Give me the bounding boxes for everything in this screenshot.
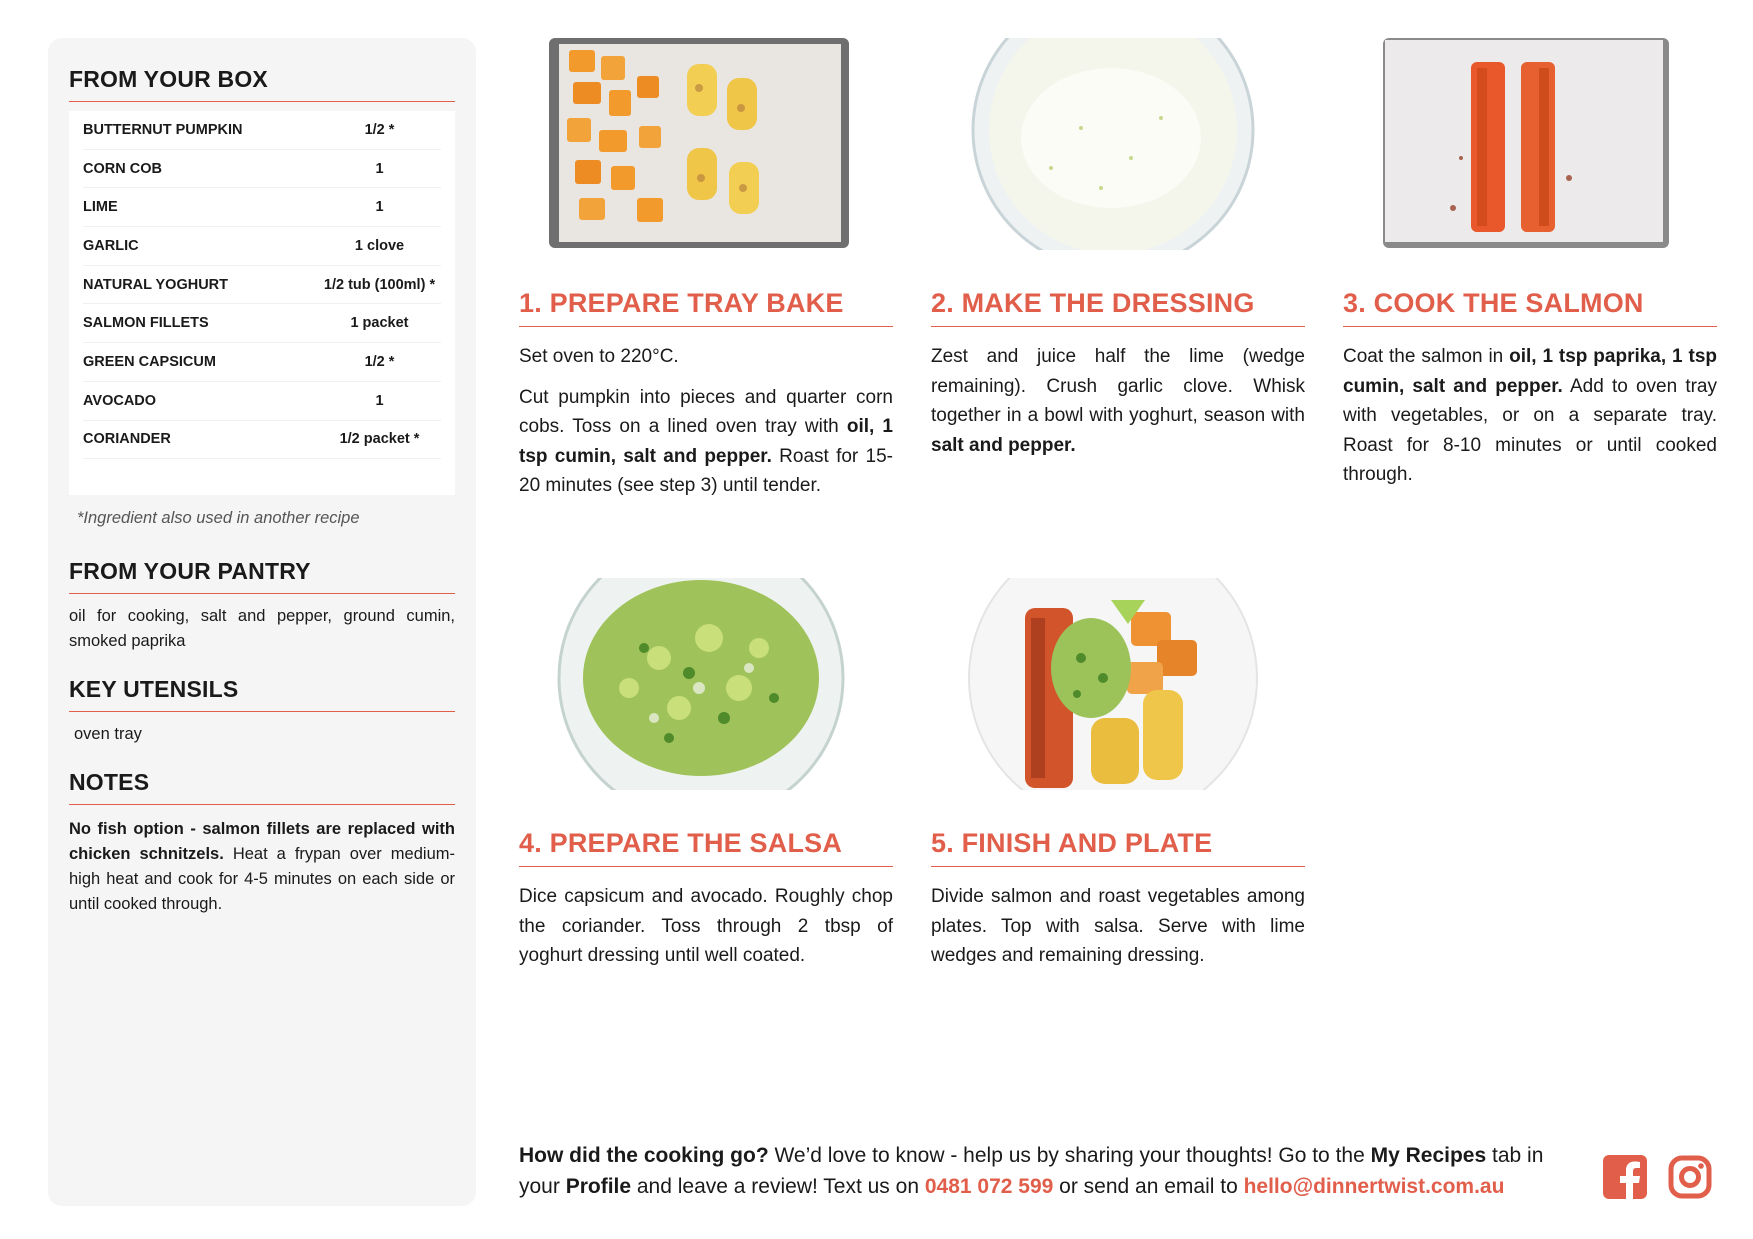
dressing-photo [931, 38, 1305, 250]
footer-text: or send an email to [1053, 1175, 1244, 1198]
step-5-text: Divide salmon and roast vegetables among plates. Top with salsa. Serve with lime wedges and remaining dressing. [931, 886, 1305, 966]
ingredient-list [69, 111, 455, 495]
notes-bold-text: No fish option - salmon fillets are replaced with chicken schnitzels. [69, 820, 455, 864]
ingredient-qty: 1/2 packet * [339, 431, 420, 448]
step-2-text-part: Zest and juice half the lime (wedge remaining). Crush garlic clove. Whisk together in a bowl with yoghurt, season with [931, 346, 1305, 426]
pantry-text: oil for cooking, salt and pepper, ground cumin, smoked paprika [69, 607, 455, 651]
salsa-photo [519, 578, 893, 790]
ingredient-row [83, 421, 441, 460]
notes-section [69, 769, 455, 917]
ingredient-name: LIME [83, 199, 118, 216]
step-1-bold-text: oil, 1 tsp cumin, salt and pepper. [519, 416, 894, 467]
utensils-section [69, 676, 455, 747]
step-2-text [931, 342, 1305, 460]
ingredient-row [83, 343, 441, 382]
finished-plate-photo [931, 578, 1305, 790]
ingredient-row [83, 382, 441, 421]
utensils-text: oven tray [74, 725, 142, 744]
step-1 [519, 38, 893, 501]
salmon-tray-photo [1343, 38, 1717, 250]
ingredient-qty: 1/2 tub (100ml) * [323, 276, 436, 293]
ingredient-row [83, 188, 441, 227]
from-your-box-heading: FROM YOUR BOX [69, 66, 455, 102]
step-3-text-part: Add to oven tray with vegetables, or on a separate tray. Roast for 8-10 minutes or until cooked through. [1343, 375, 1717, 485]
from-your-pantry-heading: FROM YOUR PANTRY [69, 558, 455, 594]
step-3 [1343, 38, 1717, 490]
step-5 [931, 578, 1305, 971]
footer-phone-link[interactable]: 0481 072 599 [924, 1175, 1054, 1198]
key-utensils-heading: KEY UTENSILS [69, 676, 455, 712]
footer-email-link[interactable]: hello@dinnertwist.com.au [1243, 1175, 1505, 1198]
ingredient-name: NATURAL YOGHURT [83, 276, 228, 293]
tray-bake-photo [519, 38, 893, 250]
ingredient-qty: 1 packet [350, 315, 409, 332]
step-3-text [1343, 342, 1717, 490]
pantry-section [69, 558, 455, 654]
notes-body-text: Heat a frypan over medium-high heat and cook for 4-5 minutes on each side or until cooked through. [69, 845, 455, 914]
step-3-text-part: Coat the salmon in [1343, 346, 1510, 367]
ingredient-name: SALMON FILLETS [83, 315, 209, 332]
step-3-bold-text: oil, 1 tsp paprika, 1 tsp cumin, salt and pepper. [1343, 346, 1717, 397]
facebook-icon[interactable] [1603, 1155, 1647, 1199]
step-2-bold-text: salt and pepper. [931, 434, 1076, 456]
ingredient-name: CORIANDER [83, 431, 171, 448]
step-1-text-1: Set oven to 220°C. [519, 346, 679, 367]
step-1-text-part: Cut pumpkin into pieces and quarter corn cobs. Toss on a lined oven tray with [519, 386, 893, 437]
footer-profile: Profile [565, 1175, 632, 1198]
ingredient-name: GARLIC [83, 237, 139, 254]
ingredient-name: AVOCADO [83, 392, 157, 409]
ingredient-footnote: *Ingredient also used in another recipe [77, 509, 360, 528]
step-2 [931, 38, 1305, 460]
ingredient-qty: 1 clove [354, 237, 405, 254]
ingredient-qty: 1/2 * [364, 353, 395, 370]
ingredient-qty: 1 [375, 160, 384, 177]
step-2-title: 2. MAKE THE DRESSING [931, 288, 1305, 327]
notes-text [69, 817, 455, 917]
feedback-footer [519, 1140, 1579, 1202]
ingredient-row [83, 150, 441, 189]
ingredient-row [83, 266, 441, 305]
ingredient-row [83, 227, 441, 266]
step-1-text-part: Roast for 15-20 minutes (see step 3) until tender. [519, 445, 893, 496]
footer-text: and leave a review! Text us on [631, 1175, 925, 1198]
step-1-text-2 [519, 383, 893, 501]
footer-question: How did the cooking go? [519, 1144, 769, 1167]
step-1-title: 1. PREPARE TRAY BAKE [519, 288, 893, 327]
footer-text: We’d love to know - help us by sharing your thoughts! Go to the [768, 1144, 1371, 1167]
ingredient-name: GREEN CAPSICUM [83, 353, 216, 370]
ingredients-sidebar [48, 38, 476, 1206]
ingredient-name: BUTTERNUT PUMPKIN [83, 121, 243, 138]
ingredient-qty: 1 [375, 392, 384, 409]
step-4 [519, 578, 893, 971]
footer-text: tab in your [519, 1144, 1544, 1198]
step-4-title: 4. PREPARE THE SALSA [519, 828, 893, 867]
ingredient-row [83, 111, 441, 150]
ingredient-row [83, 304, 441, 343]
instagram-icon[interactable] [1668, 1155, 1712, 1199]
step-5-title: 5. FINISH AND PLATE [931, 828, 1305, 867]
step-4-text: Dice capsicum and avocado. Roughly chop the coriander. Toss through 2 tbsp of yoghurt dressing until well coated. [519, 886, 893, 966]
ingredient-name: CORN COB [83, 160, 162, 177]
notes-heading: NOTES [69, 769, 455, 805]
ingredient-qty: 1 [375, 199, 384, 216]
footer-my-recipes: My Recipes [1370, 1144, 1487, 1167]
ingredient-qty: 1/2 * [364, 121, 395, 138]
step-3-title: 3. COOK THE SALMON [1343, 288, 1717, 327]
